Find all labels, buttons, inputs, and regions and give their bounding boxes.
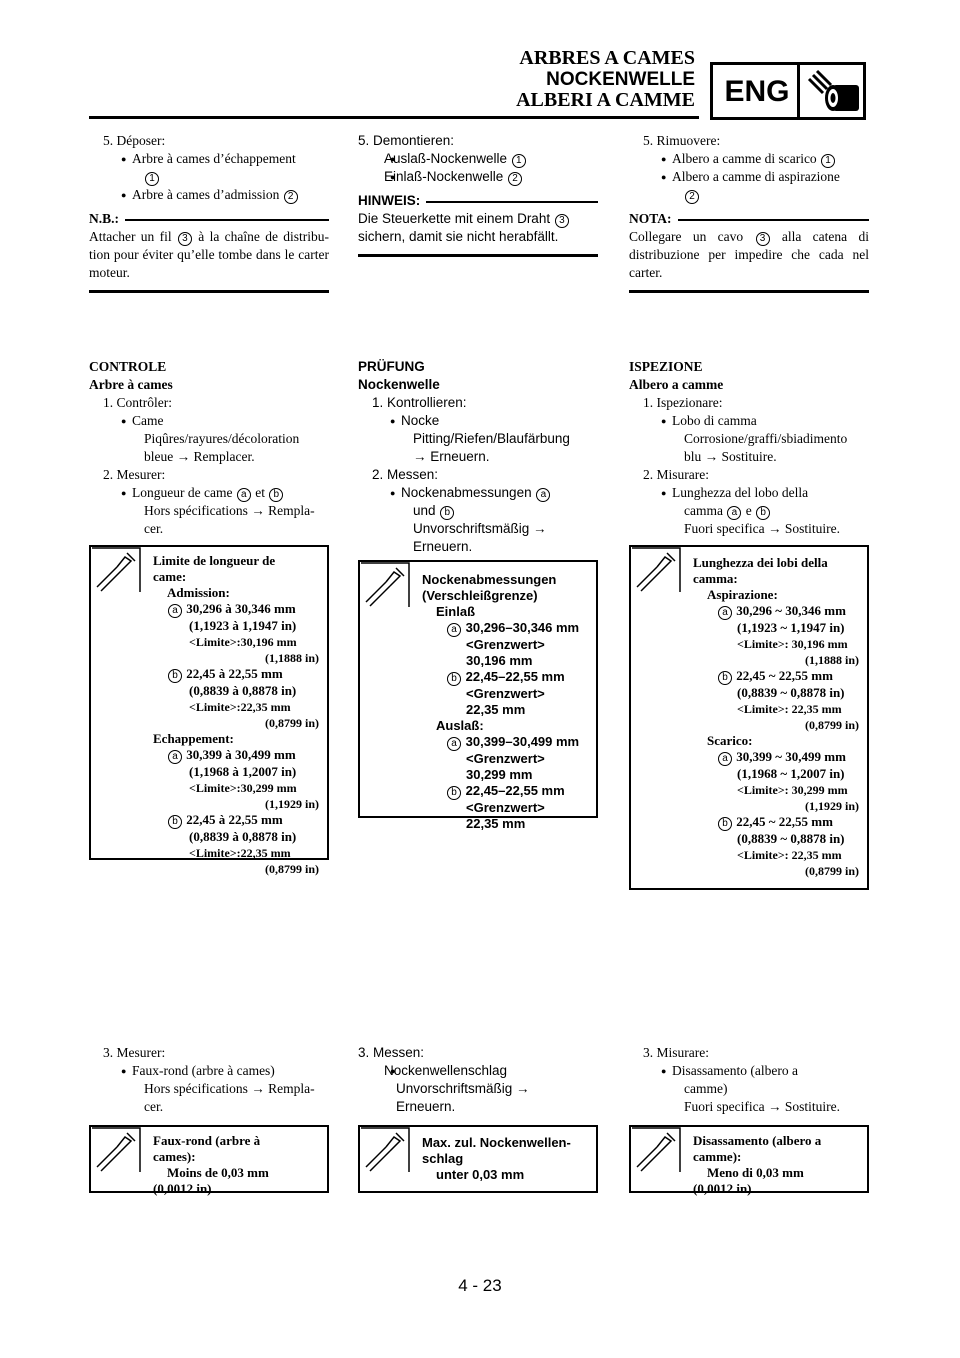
it-runout-section [629, 1044, 869, 1116]
fr-spec1-ex-b [153, 812, 319, 829]
de-step2-action-2: Erneuern. [413, 539, 473, 554]
section-title [516, 48, 695, 111]
fr-spec-cam-lobe [89, 545, 329, 876]
engine-parts-icon [803, 67, 863, 117]
it-spec2-title-2: camme): [693, 1149, 742, 1164]
it-step2: 2. Misurare: [643, 467, 709, 482]
fr-spec1-in-a-lim-in: (1,1888 in) [265, 651, 319, 665]
mark-b: b [168, 815, 182, 829]
fr-spec1-in-a-val: 30,296 à 30,346 mm [186, 601, 296, 616]
fr-spec1-ex-a-lim-in: (1,1929 in) [265, 797, 319, 811]
de-step2-action: Unvorschriftsmäßig → [413, 521, 547, 536]
it-spec1-in-a-lim-in: (1,1888 in) [805, 653, 859, 667]
de-note-text-2: sichern, damit sie nicht herabfällt. [358, 229, 559, 244]
mark-a: a [718, 606, 732, 620]
mark-a: a [168, 604, 182, 618]
fr-spec1-in-b [153, 666, 319, 683]
de-spec1-ex-a-val: 30,399–30,499 mm [465, 734, 580, 749]
mark-b: b [718, 817, 732, 831]
mark-b: b [756, 506, 770, 520]
fr-step2-item [89, 484, 329, 502]
fr-spec1-in-a-lim: <Limite>:30,196 mm [189, 635, 297, 649]
de-spec1-title-2: (Verschleißgrenze) [422, 588, 538, 603]
wrench-icon [360, 1127, 410, 1173]
de-note-rule [426, 201, 598, 203]
de-step3: 3. Messen: [358, 1045, 425, 1060]
fr-spec1-ex-b-lim-in: (0,8799 in) [265, 862, 319, 876]
fr-spec1-exhaust: Echappement: [153, 731, 234, 746]
fr-step1: 1. Contrôler: [103, 395, 172, 410]
fr-spec1-title-2: came: [153, 569, 187, 584]
badge-divider [797, 65, 800, 117]
it-spec1-ex-b-lim-in: (0,8799 in) [805, 864, 859, 878]
it-remove-item-2: ● Albero a camme di aspirazione [629, 168, 869, 186]
it-spec1-in-b-lim-in: (0,8799 in) [805, 718, 859, 732]
de-spec1-in-a-lim-val: 30,196 mm [466, 653, 533, 668]
de-inspection-section [358, 358, 598, 556]
fr-note-text [89, 228, 329, 282]
it-spec1-ex-a-val: 30,399 ~ 30,499 mm [736, 749, 846, 764]
it-inspect-sub: Albero a camme [629, 377, 724, 392]
title-it: ALBERI A CAMME [516, 89, 695, 111]
fr-remove-item-2-text: Arbre à cames d’admission [132, 187, 280, 202]
fr-spec1-in-b-lim-in: (0,8799 in) [265, 716, 319, 730]
it-spec1-title-2: camma: [693, 571, 738, 586]
de-spec1-in-a-val: 30,296–30,346 mm [465, 620, 580, 635]
fr-step1-action: bleue → Remplacer. [144, 449, 255, 464]
it-inspection-section [629, 358, 869, 538]
fr-step2-action-2: cer. [144, 521, 164, 536]
fr-spec1-in-b-lim: <Limite>:22,35 mm [189, 700, 291, 714]
fr-inspection-section [89, 358, 329, 538]
it-step1-item: ● Lobo di camma [629, 412, 869, 430]
fr-step3-item: ● Faux-rond (arbre à cames) [89, 1062, 329, 1080]
de-spec2-title-2: schlag [422, 1151, 464, 1166]
it-step1-action: blu → Sostituire. [684, 449, 777, 464]
de-spec1-ex-b [422, 783, 588, 800]
fr-step2: 2. Mesurer: [103, 467, 166, 482]
fr-step1-detail: Piqûres/rayures/décoloration [144, 431, 300, 446]
it-step2-item-2-text: camma [684, 503, 723, 518]
it-spec1-ex-b-in: (0,8839 ~ 0,8878 in) [737, 831, 845, 846]
it-note-text-1: Collegare un cavo [629, 229, 744, 244]
de-step2-item-text: Nockenabmessungen [401, 485, 532, 500]
it-spec1-in-a-in: (1,1923 ~ 1,1947 in) [737, 620, 845, 635]
de-spec-cam-lobe [358, 560, 598, 831]
mark-b: b [440, 506, 454, 520]
de-spec1-in-a [422, 620, 588, 637]
fr-step5: 5. Déposer: [103, 133, 166, 148]
it-note-text [629, 228, 869, 282]
eng-badge [710, 62, 866, 120]
de-spec1-ex-a-lim-val: 30,299 mm [466, 767, 533, 782]
fr-runout-section [89, 1044, 329, 1116]
eng-label: ENG [724, 75, 790, 108]
it-spec1-in-b-in: (0,8839 ~ 0,8878 in) [737, 685, 845, 700]
callout-1: 1 [821, 154, 835, 168]
de-spec2-title-1: Max. zul. Nockenwellen- [422, 1135, 571, 1150]
callout-2: 2 [508, 172, 522, 186]
mark-a: a [536, 488, 550, 502]
it-spec1-ex-a-in: (1,1968 ~ 1,2007 in) [737, 766, 845, 781]
fr-step3-action: Hors spécifications → Rempla- [144, 1081, 315, 1096]
it-spec2-title-1: Disassamento (albero a [693, 1133, 822, 1148]
de-note-end-rule [358, 254, 598, 257]
it-spec1-ex-a-lim: <Limite>: 30,299 mm [737, 783, 848, 797]
fr-spec1-ex-a-lim: <Limite>:30,299 mm [189, 781, 297, 795]
de-step3-item: ● Nockenwellenschlag [358, 1062, 598, 1080]
fr-spec1-in-a [153, 601, 319, 618]
it-note-text-2: alla catena di distribuzione per impedire che cada nel carter. [629, 229, 869, 280]
mark-b: b [718, 671, 732, 685]
it-note-label: NOTA: [629, 211, 672, 226]
callout-2: 2 [685, 190, 699, 204]
de-spec1-ex-a-lim: <Grenzwert> [466, 751, 545, 766]
it-note-rule [678, 219, 870, 221]
it-spec1-title-1: Lunghezza dei lobi della [693, 555, 828, 570]
wrench-icon [360, 562, 410, 608]
de-inspect-sub: Nockenwelle [358, 377, 440, 392]
de-spec1-ex-b-lim-val: 22,35 mm [466, 816, 526, 831]
wrench-icon [91, 1127, 141, 1173]
wrench-icon [631, 547, 681, 593]
de-remove-item-2-text: Einlaß-Nockenwelle [384, 169, 504, 184]
it-remove-mark-2 [629, 186, 869, 204]
it-step3-item: ● Disassamento (albero a [629, 1062, 869, 1080]
it-remove-item-1 [629, 150, 869, 168]
it-step1-detail: Corrosione/graffi/sbiadimento [684, 431, 848, 446]
de-step2: 2. Messen: [372, 467, 439, 482]
de-note-header [358, 192, 598, 210]
mark-a: a [447, 623, 461, 637]
fr-inspect-sub: Arbre à cames [89, 377, 173, 392]
de-step3-action-2: Erneuern. [396, 1099, 456, 1114]
fr-spec1-ex-b-lim: <Limite>:22,35 mm [189, 846, 291, 860]
it-spec1-in-a-lim: <Limite>: 30,196 mm [737, 637, 848, 651]
fr-note-end-rule [89, 290, 329, 293]
it-spec2-value-in: (0,0012 in) [693, 1181, 752, 1196]
de-note-text [358, 210, 598, 246]
fr-note-rule [125, 219, 329, 221]
it-spec1-exhaust: Scarico: [707, 733, 753, 748]
de-step3-action: Unvorschriftsmäßig → [396, 1081, 530, 1096]
it-step2-item: ● Lunghezza del lobo della [629, 484, 869, 502]
fr-spec1-ex-b-in: (0,8839 à 0,8878 in) [189, 829, 297, 844]
de-spec1-ex-a [422, 734, 588, 751]
it-step2-and: e [745, 503, 752, 518]
fr-remove-mark-1 [89, 168, 329, 186]
callout-3: 3 [178, 232, 192, 246]
title-de: NOCKENWELLE [546, 69, 695, 90]
callout-2: 2 [284, 190, 298, 204]
de-spec1-ex-b-val: 22,45–22,55 mm [465, 783, 565, 798]
de-note-label: HINWEIS: [358, 193, 421, 208]
de-spec1-in-a-lim: <Grenzwert> [466, 637, 545, 652]
mark-b: b [168, 669, 182, 683]
fr-spec-runout [89, 1125, 329, 1196]
callout-1: 1 [512, 154, 526, 168]
fr-step3: 3. Mesurer: [103, 1045, 166, 1060]
mark-a: a [718, 752, 732, 766]
it-spec1-ex-a [693, 749, 859, 766]
de-note-text-1: Die Steuerkette mit einem Draht [358, 211, 551, 226]
fr-step1-item: ● Came [89, 412, 329, 430]
it-step2-item-2 [629, 502, 869, 520]
de-step1-item: ● Nocke [358, 412, 598, 430]
fr-remove-item-2 [89, 186, 329, 204]
header-rule [89, 116, 699, 119]
fr-spec1-ex-b-val: 22,45 à 22,55 mm [186, 812, 283, 827]
fr-removal-section [89, 132, 329, 293]
fr-spec1-intake: Admission: [167, 585, 230, 600]
it-spec1-in-b-val: 22,45 ~ 22,55 mm [736, 668, 833, 683]
mark-b: b [269, 488, 283, 502]
fr-spec2-value-in: (0,0012 in) [153, 1181, 212, 1196]
it-step3-action: Fuori specifica → Sostituire. [684, 1099, 840, 1114]
de-spec-runout [358, 1125, 598, 1193]
it-spec-cam-lobe [629, 545, 869, 890]
fr-note-text-2: à la chaîne de distribu-tion pour éviter qu’elle tombe dans le carter moteur. [89, 229, 330, 280]
fr-note-text-1: Attacher un fil [89, 229, 172, 244]
it-spec1-intake: Aspirazione: [707, 587, 778, 602]
it-step1: 1. Ispezionare: [643, 395, 723, 410]
it-spec2-value: Meno di 0,03 mm [707, 1165, 804, 1180]
de-removal-section [358, 132, 598, 257]
fr-spec1-ex-a-val: 30,399 à 30,499 mm [186, 747, 296, 762]
de-spec1-exhaust: Auslaß: [436, 718, 484, 733]
fr-step3-action-2: cer. [144, 1099, 164, 1114]
de-step5: 5. Demontieren: [358, 133, 455, 148]
de-spec1-ex-b-lim: <Grenzwert> [466, 800, 545, 815]
de-step2-item [358, 484, 598, 502]
de-spec2-value: unter 0,03 mm [436, 1167, 525, 1182]
de-runout-section [358, 1044, 598, 1116]
fr-spec1-title-1: Limite de longueur de [153, 553, 276, 568]
de-step1: 1. Kontrollieren: [372, 395, 467, 410]
fr-spec2-title-1: Faux-rond (arbre à [153, 1133, 261, 1148]
it-inspect-title: ISPEZIONE [629, 359, 703, 374]
fr-remove-item-1 [89, 150, 329, 168]
mark-a: a [447, 737, 461, 751]
mark-a: a [168, 750, 182, 764]
de-spec1-title-1: Nockenabmessungen [422, 572, 557, 587]
fr-spec2-value: Moins de 0,03 mm [167, 1165, 269, 1180]
de-spec1-in-b-val: 22,45–22,55 mm [465, 669, 565, 684]
callout-3: 3 [555, 214, 569, 228]
fr-spec1-in-b-val: 22,45 à 22,55 mm [186, 666, 283, 681]
callout-3: 3 [756, 232, 770, 246]
it-step5: 5. Rimuovere: [643, 133, 721, 148]
it-spec1-in-b [693, 668, 859, 685]
de-inspect-title: PRÜFUNG [358, 359, 425, 374]
de-step2-and [358, 502, 598, 520]
callout-1: 1 [145, 172, 159, 186]
it-spec1-ex-b-val: 22,45 ~ 22,55 mm [736, 814, 833, 829]
de-step2-and-text: und [413, 503, 436, 518]
fr-spec1-in-a-in: (1,1923 à 1,1947 in) [189, 618, 297, 633]
it-spec1-in-b-lim: <Limite>: 22,35 mm [737, 702, 842, 716]
fr-step2-action: Hors spécifications → Rempla- [144, 503, 315, 518]
de-spec1-in-b [422, 669, 588, 686]
fr-spec1-ex-a-in: (1,1968 à 1,2007 in) [189, 764, 297, 779]
it-step3: 3. Misurare: [643, 1045, 709, 1060]
mark-b: b [447, 672, 461, 686]
de-remove-item-1 [358, 150, 598, 168]
fr-note-label: N.B.: [89, 211, 119, 226]
mark-b: b [447, 786, 461, 800]
de-spec1-in-b-lim: <Grenzwert> [466, 686, 545, 701]
it-note-header [629, 210, 869, 228]
it-step2-action: Fuori specifica → Sostituire. [684, 521, 840, 536]
title-fr: ARBRES A CAMES [519, 47, 695, 69]
it-spec1-ex-b [693, 814, 859, 831]
de-remove-item-1-text: Auslaß-Nockenwelle [384, 151, 508, 166]
page-number: 4 - 23 [458, 1276, 502, 1295]
wrench-icon [631, 1127, 681, 1173]
de-step1-detail: Pitting/Riefen/Blaufärbung [413, 431, 570, 446]
de-step1-action: → Erneuern. [413, 449, 490, 464]
mark-a: a [727, 506, 741, 520]
de-spec1-intake: Einlaß [436, 604, 476, 619]
mark-a: a [237, 488, 251, 502]
fr-remove-item-1-text: Arbre à cames d’échappement [132, 151, 296, 166]
fr-spec1-ex-a [153, 747, 319, 764]
fr-spec1-in-b-in: (0,8839 à 0,8878 in) [189, 683, 297, 698]
it-spec1-ex-b-lim: <Limite>: 22,35 mm [737, 848, 842, 862]
it-note-end-rule [629, 290, 869, 293]
fr-note-header [89, 210, 329, 228]
de-spec1-in-b-lim-val: 22,35 mm [466, 702, 526, 717]
it-step3-item-2: camme) [684, 1081, 728, 1096]
it-spec1-ex-a-lim-in: (1,1929 in) [805, 799, 859, 813]
fr-spec2-title-2: cames): [153, 1149, 196, 1164]
it-remove-item-1-text: Albero a camme di scarico [672, 151, 817, 166]
it-spec1-in-a [693, 603, 859, 620]
it-spec1-in-a-val: 30,296 ~ 30,346 mm [736, 603, 846, 618]
wrench-icon [91, 547, 141, 593]
it-removal-section [629, 132, 869, 293]
de-remove-item-2 [358, 168, 598, 186]
it-spec-runout [629, 1125, 869, 1196]
fr-inspect-title: CONTROLE [89, 359, 167, 374]
fr-step2-and: et [255, 485, 265, 500]
fr-step2-item-text: Longueur de came [132, 485, 233, 500]
